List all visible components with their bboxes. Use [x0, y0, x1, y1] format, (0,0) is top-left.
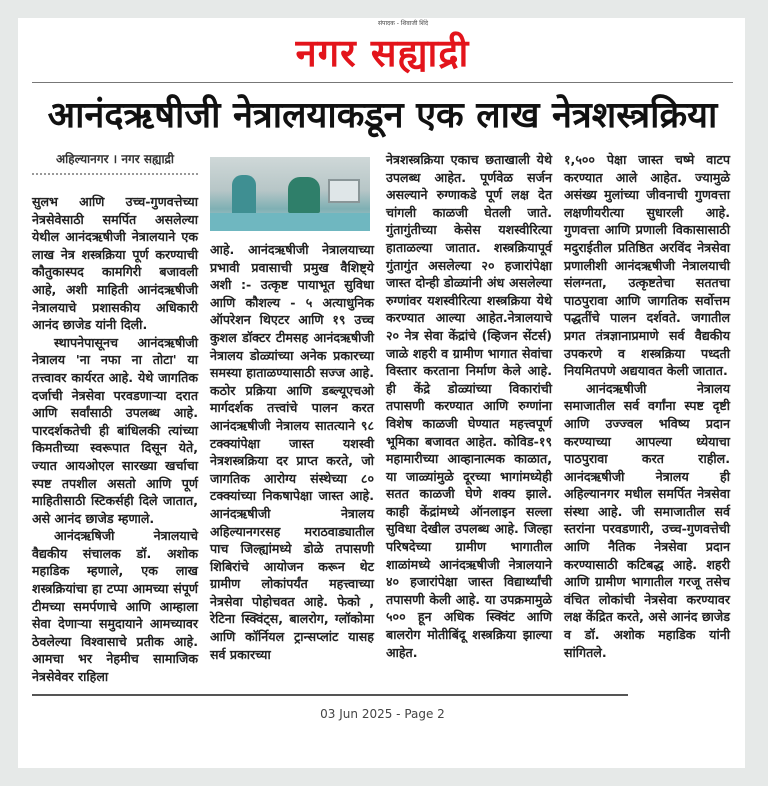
page-footer-date: 03 Jun 2025 - Page 2: [320, 706, 445, 721]
paragraph: सुलभ आणि उच्च-गुणवत्तेच्या नेत्रसेवेसाठी समर्पित असलेल्या येथील आनंदऋषीजी नेत्रालयाने एक लाख नेत्र शस्त्रक्रिया पूर्ण करण्याची कौतुकास्पद कामगिरी बजावली आहे, अशी माहिती आनंदऋषीजी नेत्रालयाचे प्रशासकीय अधिकारी आनंद छाजेड यांनी दिली.: [32, 194, 198, 333]
operation-theatre-photo: [210, 157, 370, 231]
editor-credit: संपादक - शिवाजी शिंदे: [378, 20, 429, 27]
dateline: अहिल्यानगर । नगर सह्याद्री: [32, 151, 198, 175]
paragraph: स्थापनेपासूनच आनंदऋषीजी नेत्रालय 'ना नफा ना तोटा' या तत्त्वावर कार्यरत आहे. येथे जागतिक दर्जाची नेत्रसेवा परवडणाऱ्या दरात आणि सर्वांसाठी उपलब्ध आहे. पारदर्शकतेची ही बांधिलकी त्यांच्या किमतीच्या स्वरूपात दिसून येते, ज्यात आयओएल सारख्या खर्चाचा स्पष्ट तपशील असतो आणि पूर्ण माहितीसाठी स्टिकर्सही दिले जातात, असे आनंद छाजेड म्हणाले.: [32, 334, 198, 526]
article-column-2: [210, 151, 374, 663]
paragraph: १,५०० पेक्षा जास्त चष्मे वाटप करण्यात आले आहेत. ज्यामुळे असंख्य मुलांच्या जीवनाची गुणवत्ता लक्षणीयरीत्या सुधारली आहे. गुणवत्ता आणि प्रणाली विकासासाठी मदुराईतील प्रतिष्ठित अरविंद नेत्रसेवा प्रणालीशी आनंदऋषीजी नेत्रालयाची संलग्नता, उत्कृष्टतेचा सततचा पाठपुरावा आणि जागतिक सर्वोत्तम पद्धतींचे पालन दर्शवते. जगातील प्रगत तंत्रज्ञानाप्रमाणे सर्व वैद्यकीय उपकरणे व शस्त्रक्रिया पध्दती नियमितपणे अद्ययावत केली जातात.: [564, 152, 730, 379]
paragraph: नेत्रशस्त्रक्रिया एकाच छताखाली येथे उपलब्ध आहेत. पूर्णवेळ सर्जन असल्याने रुग्णाकडे पूर्ण लक्ष देत चांगली काळजी घेतली जाते. गुंतागुंतीच्या केसेस यशस्वीरित्या हाताळल्या जातात. शस्त्रक्रियापूर्व गुंतागुंत असलेल्या २० हजारांपेक्षा जास्त दोन्ही डोळ्यांनी अंध असलेल्या रुग्णांवर यशस्वीरित्या शस्त्रक्रिया येथे करण्यात आल्या आहेत.नेत्रालयाचे २० नेत्र सेवा केंद्रांचे (व्हिजन सेंटर्स) जाळे शहरी व ग्रामीण भागात सेवांचा विस्तार करताना निर्माण केले आहे. ही केंद्रे डोळ्यांच्या विकारांची तपासणी करण्यात आणि रुग्णांना विशेष काळजी घेण्यात महत्त्वपूर्ण भूमिका बजावत आहेत. कोविड-१९ महामारीच्या आव्हानात्मक काळात, या जाळ्यांमुळे दूरच्या भागांमध्येही सतत काळजी घेणे शक्य झाले. काही केंद्रांमध्ये ऑनलाइन सल्ला सुविधा देखील उपलब्ध आहे. जिल्हा परिषदेच्या ग्रामीण भागातील शाळांमध्ये आनंदऋषीजी नेत्रालयाने ४० हजारांपेक्षा जास्त विद्यार्थ्यांची तपासणी केली आहे. या उपक्रमामुळे ५०० हून अधिक स्क्विंट आणि बालरोग मोतीबिंदू शस्त्रक्रिया झाल्या आहेत.: [386, 152, 552, 660]
article-bottom-rule: [32, 694, 562, 696]
article-column-4: [564, 151, 730, 661]
paragraph: आनंदऋषीजी नेत्रालय समाजातील सर्व वर्गांना स्पष्ट दृष्टी आणि उज्ज्वल भविष्य प्रदान करण्याच्या आपल्या ध्येयाचा पाठपुरावा करत राहील. आनंदऋषीजी नेत्रालय ही अहिल्यानगर मधील समर्पित नेत्रसेवा संस्था आहे. जी समाजातील सर्व स्तरांना परवडणारी, उच्च-गुणवत्तेची आणि नैतिक नेत्रसेवा प्रदान करण्यासाठी कटिबद्ध आहे. शहरी आणि ग्रामीण भागातील गरजू तसेच वंचित लोकांची नेत्रसेवा करण्यावर लक्ष केंद्रित करते, असे आनंद छाजेड व डॉ. अशोक महाडिक यांनी सांगितले.: [564, 380, 730, 660]
newspaper-logo: नगर सह्याद्री: [295, 31, 470, 75]
article-headline: आनंदऋषीजी नेत्रालयाकडून एक लाख नेत्रशस्त्रक्रिया: [47, 95, 718, 136]
article-column-1: [32, 151, 198, 686]
article-bottom-rule: [562, 694, 628, 696]
paragraph: आहे. आनंदऋषीजी नेत्रालयाच्या प्रभावी प्रवासाची प्रमुख वैशिष्ट्ये अशी :- उत्कृष्ट पायाभूत सुविधा आणि कौशल्य - ५ अत्याधुनिक ऑपरेशन थिएटर आणि १९ उच्च कुशल डॉक्टर टीमसह आनंदऋषीजी नेत्रालय डोळ्यांच्या अनेक प्रकारच्या समस्या हाताळण्यासाठी सज्ज आहे. कठोर प्रक्रिया आणि डब्ल्यूएचओ मार्गदर्शक तत्त्वांचे पालन करत आनंदऋषीजी नेत्रालय सातत्याने ९८ टक्क्यांपेक्षा जास्त यशस्वी नेत्रशस्त्रक्रिया दर प्राप्त करते, जो जागतिक आरोग्य संस्थेच्या ८० टक्क्यांच्या निकषापेक्षा जास्त आहे. आनंदऋषीजी नेत्रालय अहिल्यानगरसह मराठवाड्यातील पाच जिल्ह्यांमध्ये डोळे तपासणी शिबिरांचे आयोजन करून थेट ग्रामीण लोकांपर्यंत महत्त्वाच्या नेत्रसेवा पोहोचवत आहे. फेको , रेटिना स्क्विंट्स, बालरोग, ग्लॉकोमा आणि कॉर्नियल ट्रान्सप्लांट यासह सर्व प्रकारच्या: [210, 242, 374, 662]
article-body: [32, 151, 733, 686]
masthead-divider: [32, 82, 733, 83]
newspaper-page: [18, 18, 745, 768]
article-column-3: [386, 151, 552, 661]
article-bottom-rules: [32, 694, 733, 696]
paragraph: आनंदऋषिजी नेत्रालयाचे वैद्यकीय संचालक डॉ. अशोक महाडिक म्हणाले, एक लाख शस्त्रक्रियांचा हा टप्पा आमच्या संपूर्ण टीमच्या समर्पणाचे आणि आम्हाला सेवा देणाऱ्या समुदायाने आमच्यावर ठेवलेल्या विश्वासाचे प्रतीक आहे. आमचा भर नेहमीच सामाजिक नेत्रसेवेवर राहिला: [32, 528, 198, 685]
